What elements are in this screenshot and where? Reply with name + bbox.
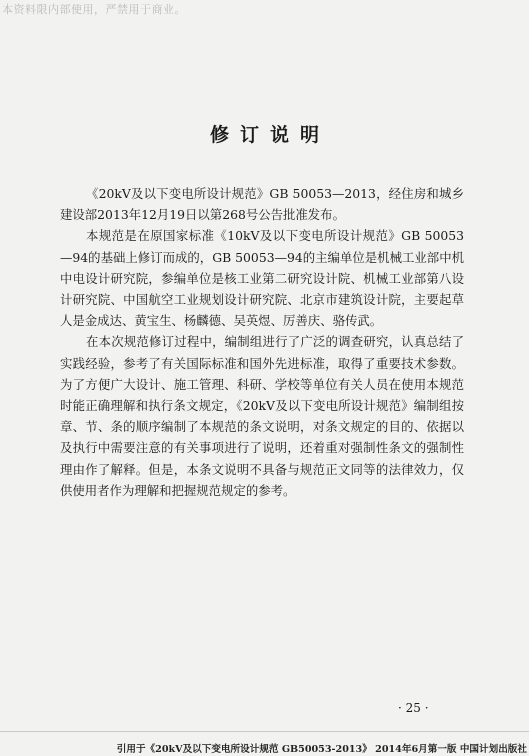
page-title: 修订说明 [209,124,330,146]
paragraph-explanation: 在本次规范修订过程中，编制组进行了广泛的调查研究，认真总结了实践经验，参考了有关国际标准和国外先进标准，取得了重要技术参数。为了方便广大设计、施工管理、科研、学校等单位有关人员在使用本规范时能正确理解和执行条文规定，《20kV及以下变电所设计规范》编制组按章、节、条的顺序编制了本规范的条文说明，对条文规定的目的、依据以及执行中需要注意的有关事项进行了说明，还着重对强制性条文的强制性理由作了解释。但是，本条文说明不具备与规范正文同等的法律效力，仅供使用者作为理解和把握规范规定的参考。 [60,334,464,498]
footer-divider [0,731,529,732]
footer-citation: 引用于《20kV及以下变电所设计规范 GB50053-2013》 2014年6月第一版 中国计划出版社 [116,744,527,755]
page-number: · 25 · [398,701,429,715]
paragraph-approval: 《20kV及以下变电所设计规范》GB 50053—2013，经住房和城乡建设部2013年12月19日以第268号公告批准发布。 [60,186,464,223]
watermark-text: 本资料限内部使用，严禁用于商业。 [2,3,186,16]
paragraph-history: 本规范是在原国家标准《10kV及以下变电所设计规范》GB 50053—94的基础上修订而成的，GB 50053—94的主编单位是机械工业部中机中电设计研究院，参编单位是核工业第二研究设计院、机械工业部第八设计研究院、中国航空工业规划设计研究院、北京市建筑设计院，主要起草人是金成达、黄宝生、杨麟德、吴英煜、厉善庆、骆传武。 [60,228,464,329]
document-body [60,183,464,501]
